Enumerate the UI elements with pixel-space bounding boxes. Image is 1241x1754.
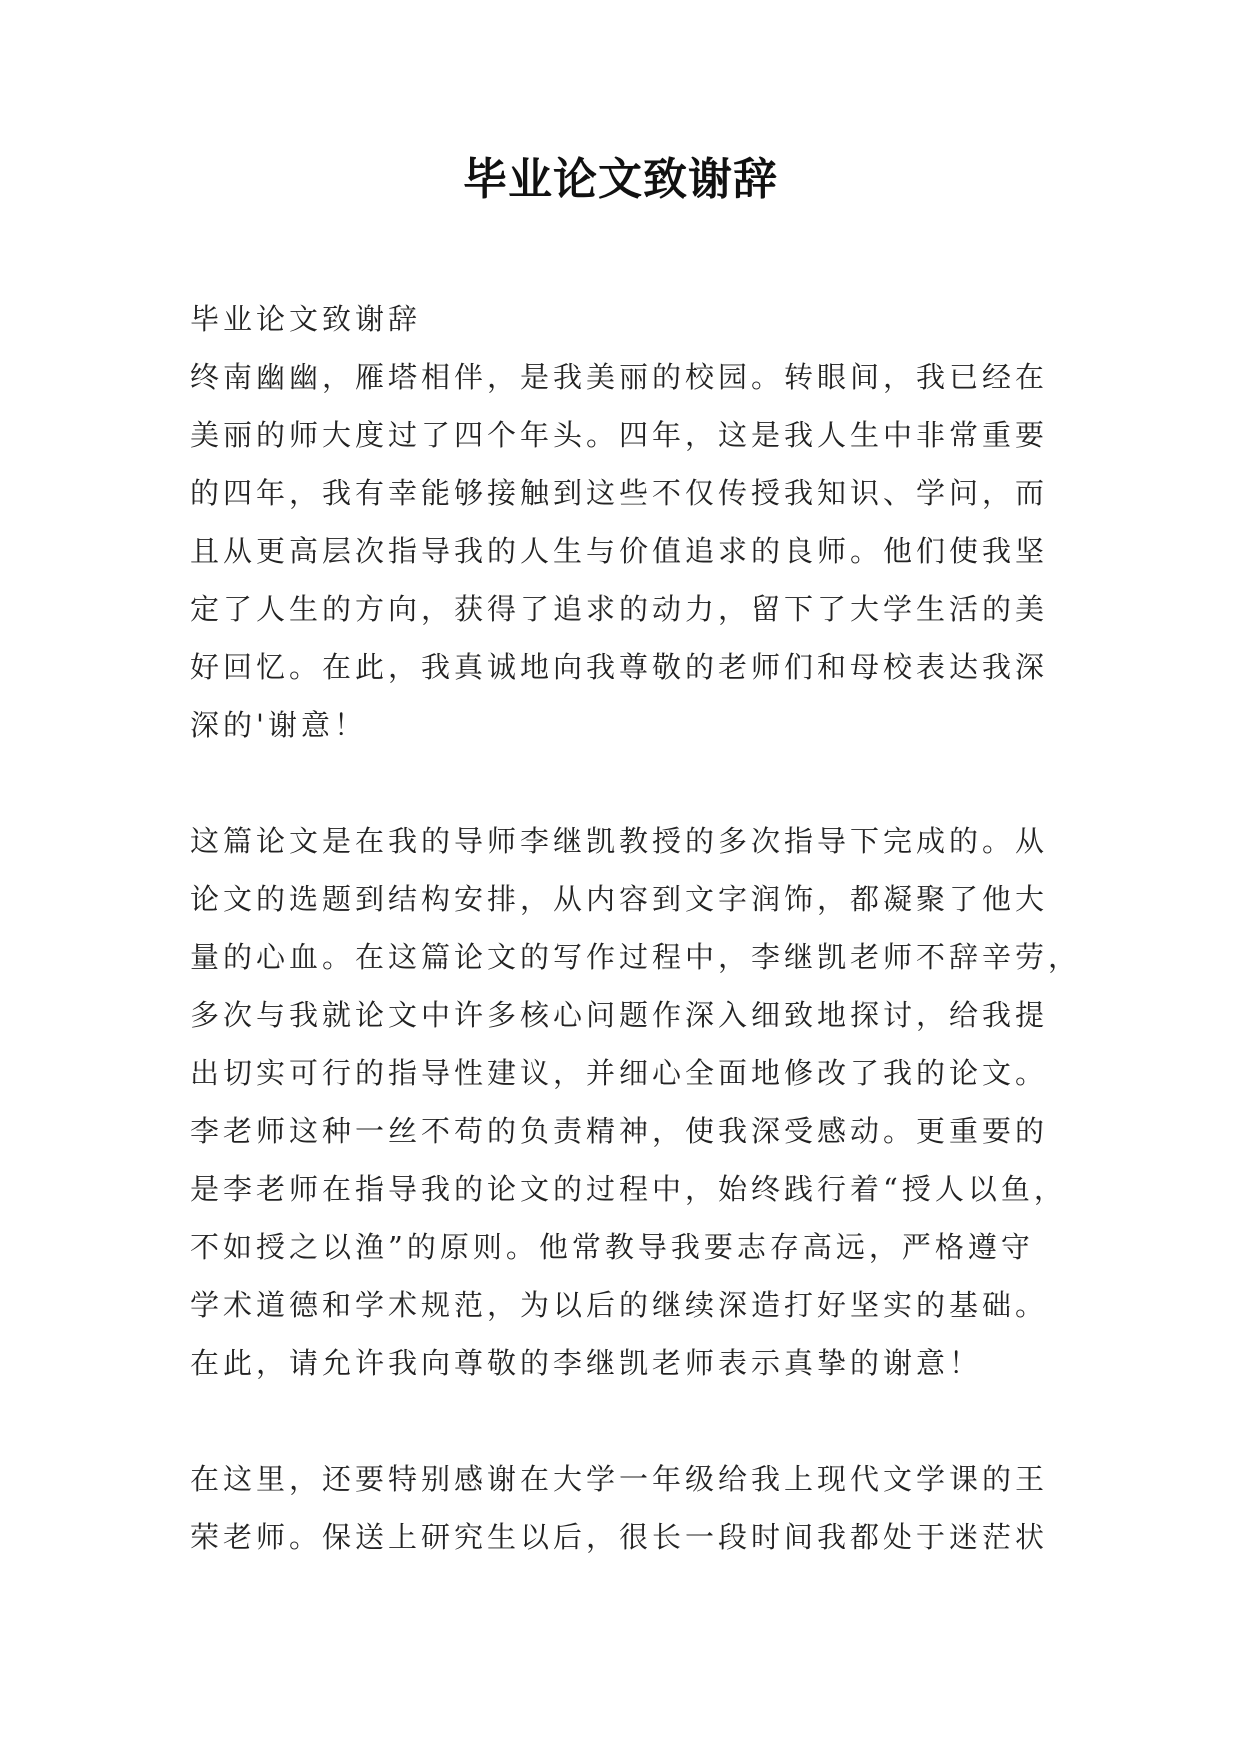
- paragraph-spacer: [190, 1392, 1070, 1450]
- paragraph-line: 学术道德和学术规范，为以后的继续深造打好坚实的基础。: [190, 1288, 1049, 1322]
- paragraph-line: 终南幽幽，雁塔相伴，是我美丽的校园。转眼间，我已经在: [190, 360, 1049, 394]
- paragraph-line: 定了人生的方向，获得了追求的动力，留下了大学生活的美: [190, 592, 1049, 626]
- paragraph-3: [190, 1450, 1070, 1566]
- paragraph-line: 论文的选题到结构安排，从内容到文字润饰，都凝聚了他大: [190, 882, 1049, 916]
- paragraph-line: 的四年，我有幸能够接触到这些不仅传授我知识、学问，而: [190, 476, 1049, 510]
- paragraph-line: 出切实可行的指导性建议，并细心全面地修改了我的论文。: [190, 1056, 1049, 1090]
- paragraph-line: 在此，请允许我向尊敬的李继凯老师表示真挚的谢意！: [190, 1346, 983, 1380]
- paragraph-line: 美丽的师大度过了四个年头。四年，这是我人生中非常重要: [190, 418, 1049, 452]
- document-subtitle: 毕业论文致谢辞: [190, 302, 422, 336]
- paragraph-line: 在这里，还要特别感谢在大学一年级给我上现代文学课的王: [190, 1462, 1049, 1496]
- paragraph-1: [190, 348, 1070, 754]
- document-title: 毕业论文致谢辞: [463, 154, 778, 205]
- paragraph-line: 是李老师在指导我的论文的过程中，始终践行着“授人以鱼，: [190, 1172, 1067, 1206]
- paragraph-line: 不如授之以渔”的原则。他常教导我要志存高远，严格遵守: [190, 1230, 1034, 1264]
- paragraph-line: 李老师这种一丝不苟的负责精神，使我深受感动。更重要的: [190, 1114, 1049, 1148]
- paragraph-2: [190, 812, 1082, 1392]
- paragraph-line: 好回忆。在此，我真诚地向我尊敬的老师们和母校表达我深: [190, 650, 1049, 684]
- paragraph-line: 量的心血。在这篇论文的写作过程中，李继凯老师不辞辛劳，: [190, 940, 1082, 974]
- paragraph-spacer: [190, 754, 1070, 812]
- paragraph-line: 且从更高层次指导我的人生与价值追求的良师。他们使我坚: [190, 534, 1049, 568]
- paragraph-line: 这篇论文是在我的导师李继凯教授的多次指导下完成的。从: [190, 824, 1049, 858]
- document-body: [190, 290, 1082, 1566]
- paragraph-line: 多次与我就论文中许多核心问题作深入细致地探讨，给我提: [190, 998, 1049, 1032]
- paragraph-line: 荣老师。保送上研究生以后，很长一段时间我都处于迷茫状: [190, 1520, 1049, 1554]
- paragraph-line: 深的'谢意！: [190, 708, 367, 742]
